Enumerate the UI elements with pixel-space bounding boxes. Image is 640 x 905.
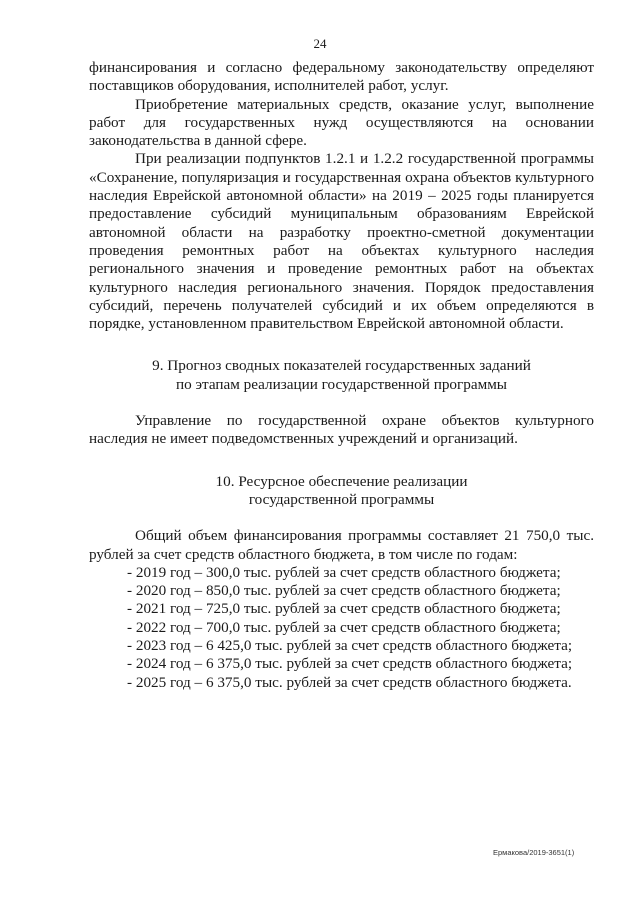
section-10-heading — [89, 473, 594, 510]
section-9-title-line2: по этапам реализации государственной программы — [175, 375, 508, 393]
paragraph-subsidies: При реализации подпунктов 1.2.1 и 1.2.2 государственной программы «Сохранение, популяризация и государственная охрана объектов культурного наследия Еврейской автономной области» на 2019 – 2025 годы планируется предоставление субсидий муниципальным образованиям Еврейской автономной области на разработку проектно-сметной документации проведения ремонтных работ на объектах культурного наследия регионального значения и проведение ремонтных работ на объектах культурного наследия регионального значения. Порядок предоставления субсидий, перечень получателей субсидий и их объем определяются в порядке, установленном правительством Еврейской автономной области. — [89, 150, 594, 333]
list-item: - 2020 год – 850,0 тыс. рублей за счет средств областного бюджета; — [127, 582, 594, 600]
list-item: - 2025 год – 6 375,0 тыс. рублей за счет средств областного бюджета. — [127, 674, 594, 692]
paragraph-procurement: Приобретение материальных средств, оказание услуг, выполнение работ для государственных нужд осуществляются на основании законодательства в данной сфере. — [89, 95, 594, 150]
section-9-title-line1: 9. Прогноз сводных показателей государственных заданий — [152, 357, 531, 375]
list-item: - 2019 год – 300,0 тыс. рублей за счет средств областного бюджета; — [127, 564, 594, 582]
list-item: - 2022 год – 700,0 тыс. рублей за счет средств областного бюджета; — [127, 619, 594, 637]
list-item: - 2021 год – 725,0 тыс. рублей за счет средств областного бюджета; — [127, 600, 594, 618]
section-10-title-line1: 10. Ресурсное обеспечение реализации — [215, 472, 468, 490]
funding-by-year-list — [89, 564, 594, 692]
paragraph-continuation: финансирования и согласно федеральному законодательству определяют поставщиков оборудования, исполнителей работ, услуг. — [89, 59, 594, 95]
document-code: Ермакова/2019-3651(1) — [493, 848, 575, 857]
document-body — [89, 59, 594, 692]
section-10-title-line2: государственной программы — [248, 490, 435, 508]
list-item: - 2024 год – 6 375,0 тыс. рублей за счет средств областного бюджета; — [127, 655, 594, 673]
section-9-heading — [89, 357, 594, 394]
section-10-text: Общий объем финансирования программы составляет 21 750,0 тыс. рублей за счет средств областного бюджета, в том числе по годам: — [89, 527, 594, 563]
section-9-text: Управление по государственной охране объектов культурного наследия не имеет подведомственных учреждений и организаций. — [89, 412, 594, 448]
page-number: 24 — [313, 36, 327, 51]
list-item: - 2023 год – 6 425,0 тыс. рублей за счет средств областного бюджета; — [127, 637, 594, 655]
